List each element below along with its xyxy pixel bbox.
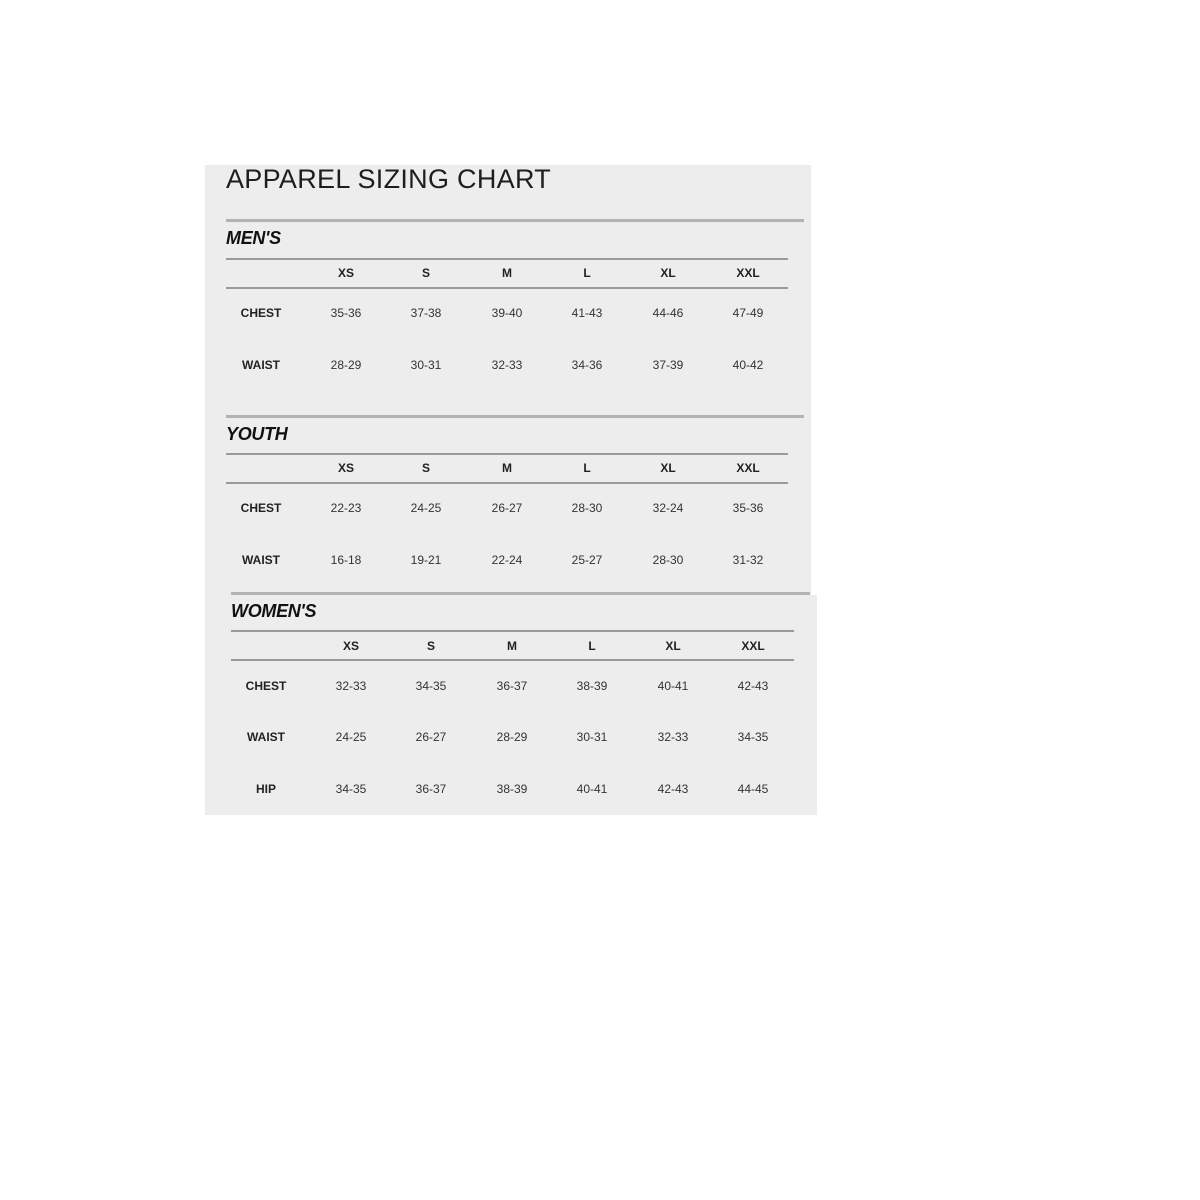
womens-table-cell: 36-37 xyxy=(415,782,447,796)
youth-table-cell: 28-30 xyxy=(571,501,603,515)
youth-header-top-rule xyxy=(226,453,788,455)
mens-size-header: S xyxy=(421,266,431,280)
womens-size-header: XXL xyxy=(741,639,765,653)
womens-row-label: WAIST xyxy=(247,730,285,744)
womens-table-cell: 44-45 xyxy=(737,782,769,796)
mens-table-cell: 41-43 xyxy=(571,306,603,320)
womens-section-label: WOMEN'S xyxy=(231,601,317,621)
womens-table-cell: 40-41 xyxy=(576,782,608,796)
mens-table-cell: 28-29 xyxy=(330,358,362,372)
mens-size-header: M xyxy=(502,266,512,280)
youth-size-header: XXL xyxy=(736,461,760,475)
womens-size-header: M xyxy=(507,639,517,653)
womens-table-cell: 38-39 xyxy=(496,782,528,796)
womens-table-cell: 24-25 xyxy=(335,730,367,744)
youth-table-cell: 32-24 xyxy=(652,501,684,515)
mens-table-cell: 35-36 xyxy=(330,306,362,320)
mens-table-cell: 37-38 xyxy=(410,306,442,320)
youth-table-cell: 26-27 xyxy=(491,501,523,515)
youth-size-header: L xyxy=(583,461,591,475)
mens-header-top-rule xyxy=(226,258,788,260)
mens-table-cell: 32-33 xyxy=(491,358,523,372)
youth-row-label: WAIST xyxy=(242,553,280,567)
mens-table-cell: 40-42 xyxy=(732,358,764,372)
youth-header-bottom-rule xyxy=(226,482,788,484)
womens-row-label: HIP xyxy=(255,782,277,796)
womens-table-cell: 28-29 xyxy=(496,730,528,744)
womens-table-cell: 40-41 xyxy=(657,679,689,693)
chart-panel-top xyxy=(205,165,811,595)
womens-header-bottom-rule xyxy=(231,659,794,661)
womens-table-cell: 42-43 xyxy=(657,782,689,796)
youth-size-header: S xyxy=(421,461,431,475)
womens-size-header: L xyxy=(588,639,596,653)
mens-table-cell: 44-46 xyxy=(652,306,684,320)
youth-table-cell: 28-30 xyxy=(652,553,684,567)
mens-table-cell: 39-40 xyxy=(491,306,523,320)
mens-section-divider xyxy=(226,219,804,222)
youth-table-cell: 25-27 xyxy=(571,553,603,567)
mens-section-label: MEN'S xyxy=(226,228,281,248)
mens-size-header: XS xyxy=(337,266,355,280)
mens-table-cell: 30-31 xyxy=(410,358,442,372)
mens-header-bottom-rule xyxy=(226,287,788,289)
womens-section-divider xyxy=(231,592,810,595)
mens-size-header: XXL xyxy=(736,266,760,280)
youth-table-cell: 24-25 xyxy=(410,501,442,515)
youth-size-header: M xyxy=(502,461,512,475)
page-title: APPAREL SIZING CHART xyxy=(226,164,552,194)
womens-table-cell: 32-33 xyxy=(335,679,367,693)
mens-row-label: CHEST xyxy=(240,306,282,320)
youth-section-divider xyxy=(226,415,804,418)
womens-table-cell: 38-39 xyxy=(576,679,608,693)
womens-table-cell: 34-35 xyxy=(737,730,769,744)
youth-table-cell: 31-32 xyxy=(732,553,764,567)
womens-table-cell: 34-35 xyxy=(335,782,367,796)
youth-table-cell: 19-21 xyxy=(410,553,442,567)
womens-size-header: S xyxy=(426,639,436,653)
womens-table-cell: 42-43 xyxy=(737,679,769,693)
womens-size-header: XS xyxy=(342,639,360,653)
womens-header-top-rule xyxy=(231,630,794,632)
mens-table-cell: 47-49 xyxy=(732,306,764,320)
youth-size-header: XL xyxy=(660,461,676,475)
youth-table-cell: 16-18 xyxy=(330,553,362,567)
youth-table-cell: 22-23 xyxy=(330,501,362,515)
mens-size-header: L xyxy=(583,266,591,280)
womens-table-cell: 36-37 xyxy=(496,679,528,693)
mens-size-header: XL xyxy=(660,266,676,280)
womens-table-cell: 34-35 xyxy=(415,679,447,693)
youth-table-cell: 35-36 xyxy=(732,501,764,515)
womens-table-cell: 26-27 xyxy=(415,730,447,744)
womens-table-cell: 32-33 xyxy=(657,730,689,744)
womens-row-label: CHEST xyxy=(245,679,287,693)
womens-size-header: XL xyxy=(665,639,681,653)
womens-table-cell: 30-31 xyxy=(576,730,608,744)
mens-row-label: WAIST xyxy=(242,358,280,372)
youth-row-label: CHEST xyxy=(240,501,282,515)
mens-table-cell: 34-36 xyxy=(571,358,603,372)
youth-size-header: XS xyxy=(337,461,355,475)
youth-section-label: YOUTH xyxy=(226,424,288,444)
mens-table-cell: 37-39 xyxy=(652,358,684,372)
youth-table-cell: 22-24 xyxy=(491,553,523,567)
